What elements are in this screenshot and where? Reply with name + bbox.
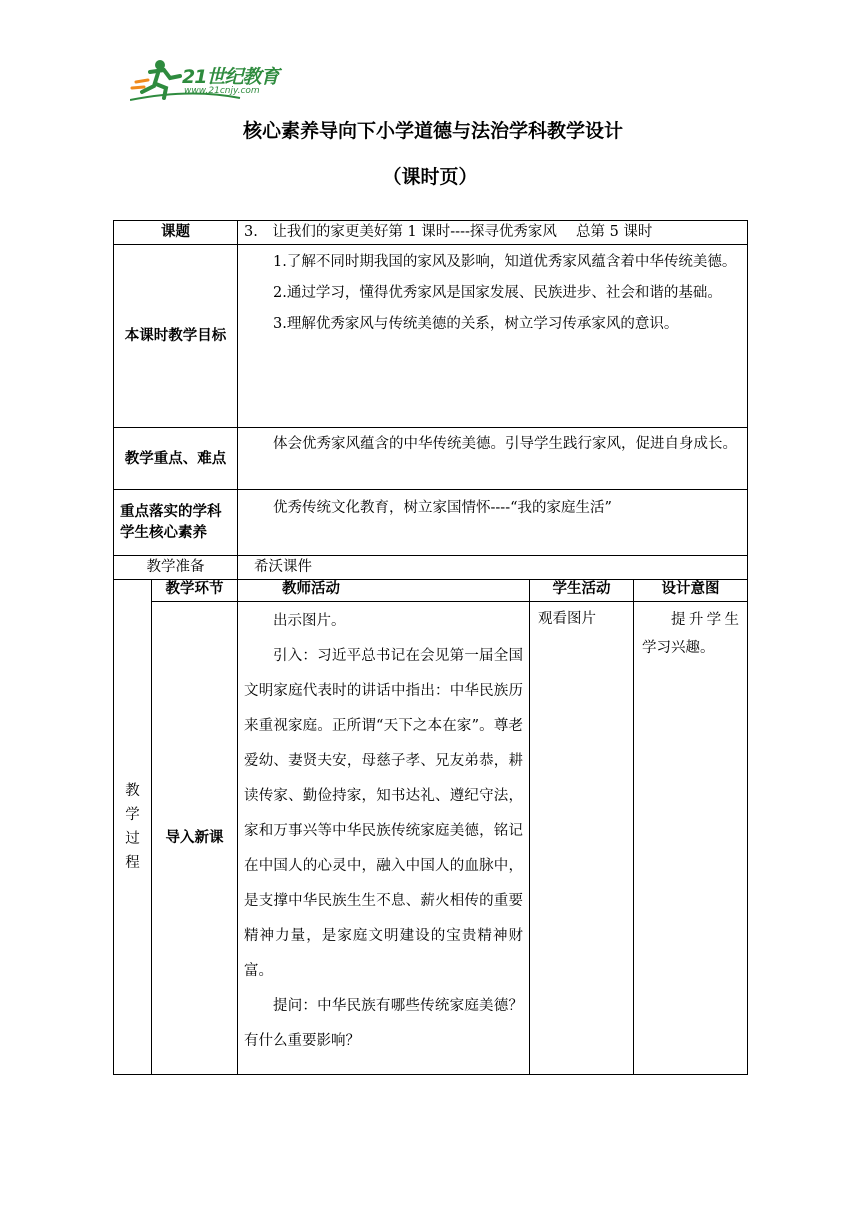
objectives-content — [238, 245, 748, 428]
teacher-paragraph: 提问：中华民族有哪些传统家庭美德？有什么重要影响？ — [244, 998, 523, 1049]
key-points-text: 体会优秀家风蕴含的中华传统美德。引导学生践行家风，促进自身成长。 — [273, 436, 737, 452]
preparation-row — [114, 556, 748, 580]
teacher-paragraph: 引入：习近平总书记在会见第一届全国文明家庭代表时的讲话中指出：中华民族历来重视家庭。正所谓“天下之本在家”。尊老爱幼、妻贤夫安，母慈子孝、兄友弟恭，耕读传家、勤俭持家，知书达礼、遵纪守法，家和万事兴等中华民族传统家庭美德，铭记在中国人的心灵中，融入中国人的血脉中，是支撑中华民族生生不息、薪火相传的重要精神力量，是家庭文明建设的宝贵精神财富。 — [244, 648, 523, 979]
objectives-label-text: 本课时教学目标 — [124, 328, 227, 344]
process-label-text: 教学过程 — [125, 783, 140, 871]
topic-row — [114, 221, 748, 245]
header-design: 设计意图 — [634, 580, 748, 602]
process-header-row — [114, 580, 748, 602]
design-text: 提升学生学习兴趣。 — [642, 612, 740, 656]
logo-text: 21世纪教育 — [182, 66, 279, 88]
header-student: 学生活动 — [530, 580, 634, 602]
step-student-activity: 观看图片 — [530, 602, 634, 1075]
core-literacy-row — [114, 490, 748, 556]
page-subtitle: （课时页） — [382, 166, 478, 188]
process-label — [114, 580, 152, 1075]
key-points-value — [238, 428, 748, 490]
step-teacher-activity — [238, 602, 530, 1075]
key-points-label-text: 教学重点、难点 — [124, 450, 227, 467]
header-stage: 教学环节 — [152, 580, 238, 602]
core-literacy-value — [238, 490, 748, 556]
process-step-row — [114, 602, 748, 1075]
page-title: 核心素养导向下小学道德与法治学科教学设计 — [242, 120, 623, 142]
objective-item: 1.了解不同时期我国的家风及影响，知道优秀家风蕴含着中华传统美德。 — [273, 254, 737, 270]
key-points-row — [114, 428, 748, 490]
core-literacy-label — [114, 490, 238, 556]
teacher-paragraph: 出示图片。 — [273, 613, 346, 629]
logo-url: www.21cnjy.com — [184, 86, 260, 96]
preparation-label: 教学准备 — [114, 556, 238, 580]
key-points-label — [114, 428, 238, 490]
objective-item: 3.理解优秀家风与传统美德的关系，树立学习传承家风的意识。 — [273, 316, 679, 332]
logo — [130, 58, 300, 104]
header-teacher: 教师活动 — [238, 580, 530, 602]
objectives-label — [114, 245, 238, 428]
objectives-row — [114, 245, 748, 428]
core-literacy-text: 优秀传统文化教育，树立家国情怀----“我的家庭生活” — [273, 500, 612, 516]
lesson-plan-table — [113, 220, 748, 1075]
preparation-value: 希沃课件 — [238, 556, 748, 580]
step-stage: 导入新课 — [152, 602, 238, 1075]
objective-item: 2.通过学习，懂得优秀家风是国家发展、民族进步、社会和谐的基础。 — [273, 285, 722, 301]
step-design-intent — [634, 602, 748, 1075]
core-literacy-label-text: 重点落实的学科学生核心素养 — [120, 503, 222, 541]
topic-value: 3. 让我们的家更美好第 1 课时----探寻优秀家风 总第 5 课时 — [238, 221, 748, 245]
topic-label: 课题 — [114, 221, 238, 245]
